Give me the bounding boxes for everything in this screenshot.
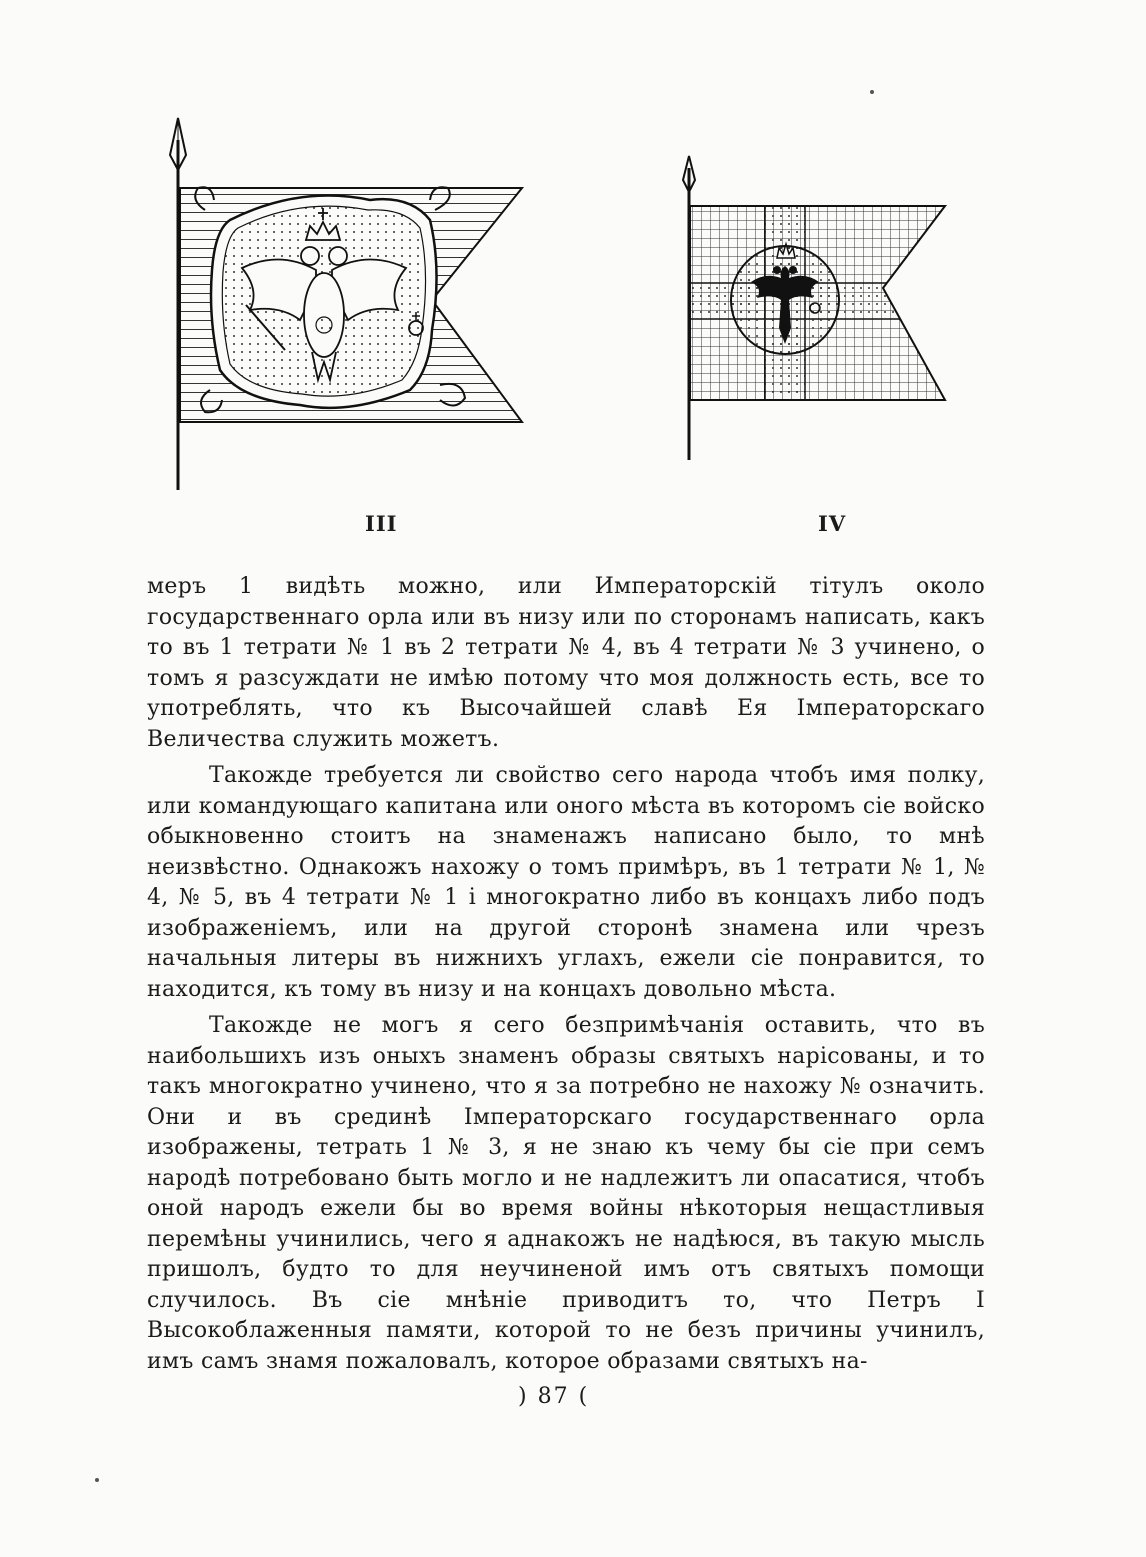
flag-figure-three: [150, 100, 530, 495]
paragraph: Такожде не могъ я сего безпримѣчанія оставить, что въ наибольшихъ изъ оныхъ знаменъ образы святыхъ нарісованы, и то такъ многократно учинено, что я за потребно не нахожу № означить. Они и въ срединѣ Імператорскаго государственнаго орла изображены, тетрать 1 № 3, я не знаю къ чему бы сіе при семъ народѣ потребовано быть могло и не надлежитъ ли опасатися, чтобъ оной народъ ежели бы во время войны нѣкоторыя нещастливыя перемѣны учинились, чего я аднакожъ не надѣюся, въ такую мысль пришолъ, будто то для неучиненой имъ отъ святыхъ помощи случилось. Въ сіе мнѣніе приводитъ то, что Петръ I Высокоблаженныя памяти, которой то не безъ причины учинилъ, имъ самъ знамя пожаловалъ, которое образами святыхъ на-: [147, 1013, 985, 1374]
page-number: ) 87 (: [518, 1384, 590, 1409]
paragraph: Такожде требуется ли свойство сего народа чтобъ имя полку, или командующаго капитана или оного мѣста въ которомъ сіе войско обыкновенно стоитъ на знаменажъ написано было, то мнѣ неизвѣстно. Однакожъ нахожу о томъ примѣръ, въ 1 тетрати № 1, № 4, № 5, въ 4 тетрати № 1 і многократно либо въ концахъ либо подъ изображеніемъ, или на другой сторонѣ знамена или чрезъ начальныя литеры въ нижнихъ углахъ, ежели сіе понравится, то находится, къ тому въ низу и на концахъ довольно мѣста.: [147, 763, 985, 1002]
figure-label-four: IV: [818, 511, 847, 536]
paragraph: меръ 1 видѣть можно, или Императорскій тітулъ около государственнаго орла или въ низу или по сторонамъ написать, какъ то въ 1 тетрати № 1 въ 2 тетрати № 4, въ 4 тетрати № 3 учинено, о томъ я разсуждати не имѣю потому что моя должность есть, все то употреблять, что къ Высочайшей славѣ Ея Імператорскаго Величества служить можетъ.: [147, 574, 985, 752]
scan-speck: [870, 90, 874, 94]
body-text: [147, 572, 985, 1383]
scan-speck: [95, 1478, 99, 1482]
figure-label-three: III: [365, 511, 398, 536]
flag-figure-four: [665, 148, 955, 468]
